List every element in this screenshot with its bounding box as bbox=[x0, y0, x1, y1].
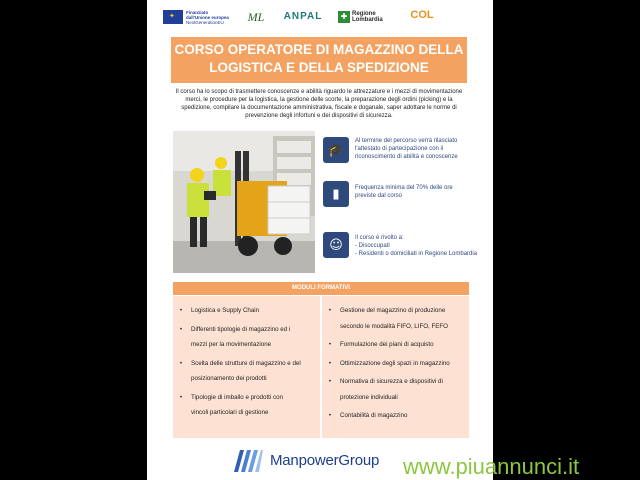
attendance-info: ▮ Frequenza minima del 70% delle ore previste dal corso bbox=[323, 181, 483, 207]
list-item: • Gestione del magazzino di produzione secondo le modalità FIFO, LIFO, FEFO bbox=[328, 307, 448, 330]
manpowergroup-logo: ManpowerGroup bbox=[232, 446, 379, 474]
moduli-right-column bbox=[320, 296, 469, 438]
eu-logo: ✦ Finanziato dall'Unione europea NextGenerationEU bbox=[163, 10, 238, 25]
list-item: • Tipologie di imballo e prodotti con vincoli particolari di gestione bbox=[179, 393, 283, 416]
moduli-header: MODULI FORMATIVI bbox=[173, 282, 469, 295]
flyer-page bbox=[147, 0, 493, 480]
certificate-info: 🎓 Al termine del percorso verrà rilasciato l'attestato di partecipazione con il riconoscimento di abilità e conoscenze bbox=[323, 137, 483, 163]
list-item: • Contabilità di magazzino bbox=[328, 412, 408, 419]
moduli-panel bbox=[173, 296, 469, 438]
list-item: • Logistica e Supply Chain bbox=[179, 307, 260, 314]
list-item: • Scelta delle strutture di magazzino e del posizionamento dei prodotti bbox=[179, 359, 301, 382]
logos-bar bbox=[163, 6, 479, 28]
list-item: • Differenti tipologie di magazzino ed i mezzi per la movimentazione bbox=[179, 325, 291, 348]
col-logo: COL bbox=[410, 9, 434, 21]
target-audience-info: ☺ Il corso è rivolto a: - Disoccupati - Residenti o domiciliati in Regione Lombardia bbox=[323, 232, 483, 258]
people-group-icon: ☺ bbox=[323, 232, 349, 258]
course-title: CORSO OPERATORE DI MAGAZZINO DELLA LOGISTICA E DELLA SPEDIZIONE bbox=[171, 37, 467, 83]
graduate-certificate-icon: 🎓 bbox=[323, 137, 349, 163]
list-item: • Normativa di sicurezza e dispositivi di protezione individuali bbox=[328, 378, 443, 401]
eu-flag-icon bbox=[163, 10, 183, 24]
manpower-mark-icon bbox=[232, 446, 264, 474]
anpal-logo: ANPAL bbox=[283, 11, 323, 22]
regione-lombardia-logo: ✚ Regione Lombardia bbox=[338, 11, 394, 23]
list-item: • Ottimizzazione degli spazi in magazzino bbox=[328, 359, 450, 367]
forklift-warehouse-photo bbox=[173, 131, 315, 273]
list-item: • Formulazione dei piani di acquisto bbox=[328, 341, 434, 348]
regione-lombardia-icon: ✚ bbox=[338, 11, 350, 23]
site-watermark: www.piuannunci.it bbox=[403, 454, 580, 479]
moduli-left-column bbox=[173, 296, 320, 438]
course-description: Il corso ha lo scopo di trasmettere conoscenze e abilità riguardo le attrezzature e i mezzi di movimentazione merci, le procedure per la logistica, la gestione delle scorte, la preparazione degli ordini (picking) e la spedizione, compilare la documentazione amministrativa, fiscale e doganale, saper adottare le norme di prevenzione degli infortuni e dei dispositivi di sicurezza. bbox=[175, 89, 463, 119]
bar-chart-icon: ▮ bbox=[323, 181, 349, 207]
ministero-lavoro-logo: ML bbox=[247, 10, 265, 24]
